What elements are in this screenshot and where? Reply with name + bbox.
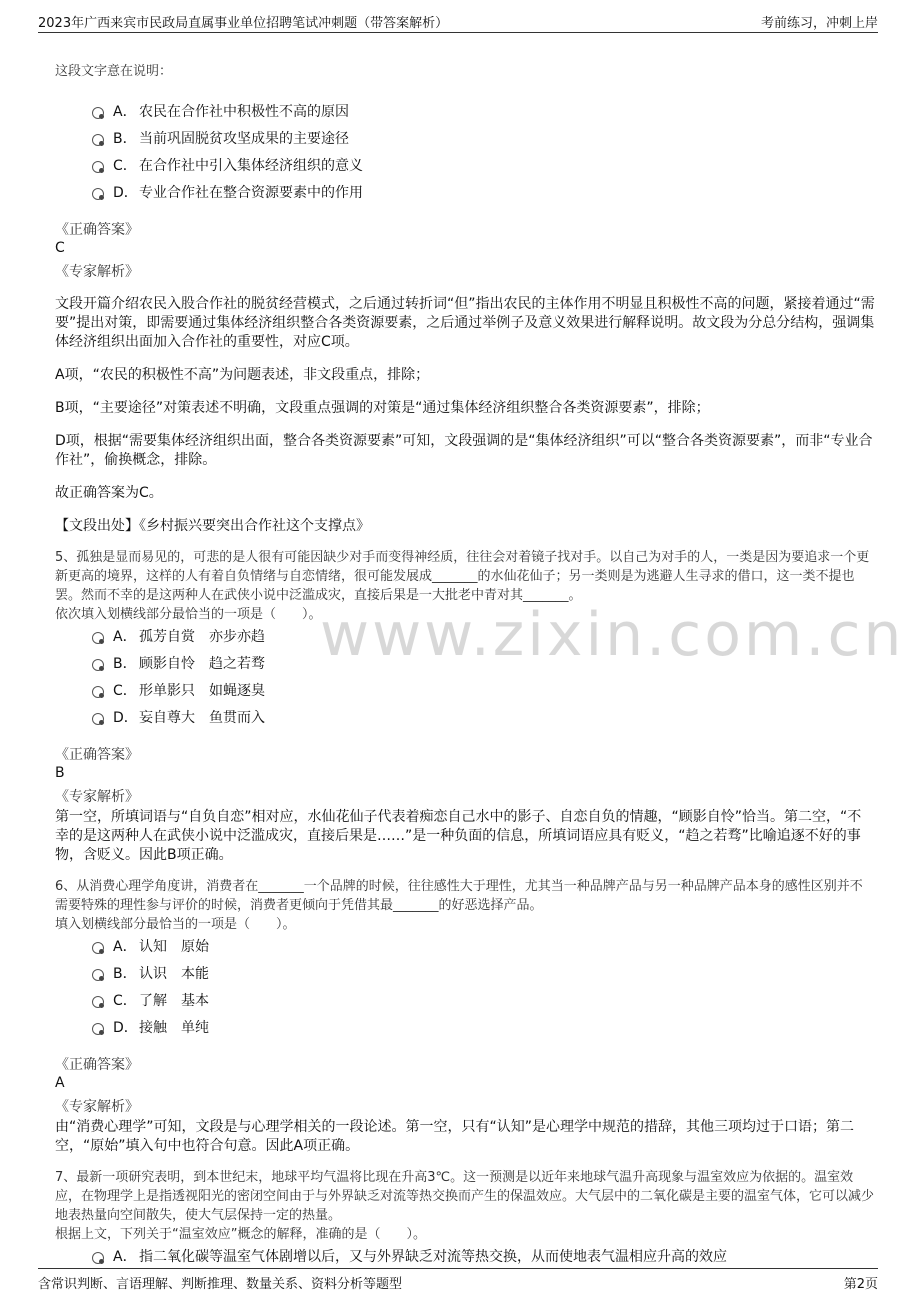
document-title: 2023年广西来宾市民政局直属事业单位招聘笔试冲刺题（带答案解析）	[38, 16, 449, 31]
q5-analysis-label: 《专家解析》	[55, 789, 139, 805]
radio-icon[interactable]	[92, 996, 104, 1008]
q5-ask: 依次填入划横线部分最恰当的一项是（ ）。	[55, 607, 322, 622]
q4-option-c[interactable]: C． 在合作社中引入集体经济组织的意义	[55, 153, 875, 180]
q6-analysis-label: 《专家解析》	[55, 1099, 139, 1115]
q4-analysis-para-5: 故正确答案为C。	[55, 485, 163, 501]
q6-option-d[interactable]: D．接触 单纯	[55, 1015, 875, 1042]
q4-analysis-label: 《专家解析》	[55, 264, 139, 280]
page-header	[38, 8, 878, 33]
q6-option-a[interactable]: A． 认知 原始	[55, 934, 875, 961]
q7	[55, 1168, 875, 1244]
q5-option-a[interactable]: A． 孤芳自赏 亦步亦趋	[55, 624, 875, 651]
q4-option-d[interactable]: D．专业合作社在整合资源要素中的作用	[55, 180, 875, 207]
radio-icon[interactable]	[92, 1252, 104, 1264]
q4-analysis-para-3: B项，“主要途径”对策表述不明确，文段重点强调的对策是“通过集体经济组织整合各类资源要素”，排除；	[55, 400, 710, 416]
q4-source: 【文段出处】《乡村振兴要突出合作社这个支撑点》	[55, 518, 370, 534]
radio-icon[interactable]	[92, 632, 104, 644]
q7-ask: 根据上文，下列关于“温室效应”概念的解释，准确的是（ ）。	[55, 1227, 426, 1242]
q6-ask: 填入划横线部分最恰当的一项是（ ）。	[55, 917, 296, 932]
radio-icon[interactable]	[92, 969, 104, 981]
q4-option-a[interactable]: A． 农民在合作社中积极性不高的原因	[55, 99, 875, 126]
radio-icon[interactable]	[92, 942, 104, 954]
radio-icon[interactable]	[92, 107, 104, 119]
q6	[55, 877, 875, 934]
q5-option-c[interactable]: C． 形单影只 如蝇逐臭	[55, 678, 875, 705]
q5-option-b[interactable]: B． 顾影自怜 趋之若骛	[55, 651, 875, 678]
q6-option-c[interactable]: C． 了解 基本	[55, 988, 875, 1015]
q6-analysis: 由“消费心理学”可知，文段是与心理学相关的一段论述。第一空，只有“认知”是心理学中规范的措辞，其他三项均过于口语；第二空，“原始”填入句中也符合句意。因此A项正确。	[55, 1119, 855, 1154]
q4-options	[55, 99, 875, 207]
q5-stem: 5、孤独是显而易见的，可悲的是人很有可能因缺少对手而变得神经质，往往会对着镜子找对手。以自己为对手的人，一类是因为要追求一个更新更高的境界，这样的人有着自负情绪与自恋情绪，很可能发展成_______的水仙花仙子；另一类则是为逃避人生寻求的借口，这一类不提也罢。然而不幸的是这两种人在武侠小说中泛滥成灾，直接后果是一大批老中青对其_______。	[55, 550, 870, 603]
radio-icon[interactable]	[92, 188, 104, 200]
q5	[55, 548, 875, 624]
page-content	[55, 60, 875, 1271]
q7-options	[55, 1244, 875, 1271]
radio-icon[interactable]	[92, 713, 104, 725]
q7-option-a[interactable]: A． 指二氧化碳等温室气体剧增以后，又与外界缺乏对流等热交换，从而使地表气温相应升高的效应	[55, 1244, 875, 1271]
radio-icon[interactable]	[92, 161, 104, 173]
footer-categories: 含常识判断、言语理解、判断推理、数量关系、资料分析等题型	[38, 1277, 403, 1292]
q6-stem: 6、从消费心理学角度讲，消费者在_______一个品牌的时候，往往感性大于理性，尤其当一种品牌产品与另一种品牌产品本身的感性区别并不需要特殊的理性参与评价的时候，消费者更倾向于凭借其最_______的好恶选择产品。	[55, 879, 863, 913]
page-number: 第2页	[843, 1277, 878, 1292]
q6-option-b[interactable]: B． 认识 本能	[55, 961, 875, 988]
radio-icon[interactable]	[92, 1023, 104, 1035]
q4-answer-label: 《正确答案》	[55, 222, 139, 238]
q4-answer: C	[55, 240, 65, 256]
q5-options	[55, 624, 875, 732]
q5-option-d[interactable]: D．妄自尊大 鱼贯而入	[55, 705, 875, 732]
q4-analysis-para-2: A项，“农民的积极性不高”为问题表述，非文段重点，排除；	[55, 367, 430, 383]
q7-stem: 7、最新一项研究表明，到本世纪末，地球平均气温将比现在升高3℃。这一预测是以近年来地球气温升高现象与温室效应为依据的。温室效应，在物理学上是指透视阳光的密闭空间由于与外界缺乏对流等热交换而产生的保温效应。大气层中的二氧化碳是主要的温室气体，它可以减少地表热量向空间散失，使大气层保持一定的热量。	[55, 1170, 875, 1223]
q6-answer-label: 《正确答案》	[55, 1057, 139, 1073]
radio-icon[interactable]	[92, 686, 104, 698]
q5-answer-label: 《正确答案》	[55, 747, 139, 763]
watermark: www.zixin.com.cn	[320, 600, 905, 670]
q4-analysis-para-1: 文段开篇介绍农民入股合作社的脱贫经营模式，之后通过转折词“但”指出农民的主体作用不明显且积极性不高的问题，紧接着通过“需要”提出对策，即需要通过集体经济组织整合各类资源要素，之后通过举例子及意义效果进行解释说明。故文段为分总分结构，强调集体经济组织出面加入合作社的重要性，对应C项。	[55, 296, 875, 350]
page-footer	[38, 1268, 878, 1291]
radio-icon[interactable]	[92, 134, 104, 146]
q4-option-b[interactable]: B． 当前巩固脱贫攻坚成果的主要途径	[55, 126, 875, 153]
q5-answer: B	[55, 765, 65, 781]
q6-answer: A	[55, 1075, 65, 1091]
header-slogan: 考前练习，冲刺上岸	[760, 16, 878, 31]
q6-options	[55, 934, 875, 1042]
radio-icon[interactable]	[92, 659, 104, 671]
q5-analysis: 第一空，所填词语与“自负自恋”相对应，水仙花仙子代表着痴恋自己水中的影子、自恋自负的情趣，“顾影自怜”恰当。第二空，“不幸的是这两种人在武侠小说中泛滥成灾，直接后果是……”是一种负面的信息，所填词语应具有贬义，“趋之若骛”比喻追逐不好的事物，含贬义。因此B项正确。	[55, 809, 862, 863]
q4-analysis-para-4: D项，根据“需要集体经济组织出面，整合各类资源要素”可知，文段强调的是“集体经济组织”可以“整合各类资源要素”，而非“专业合作社”，偷换概念，排除。	[55, 433, 873, 468]
q4-intro: 这段文字意在说明：	[55, 64, 173, 79]
